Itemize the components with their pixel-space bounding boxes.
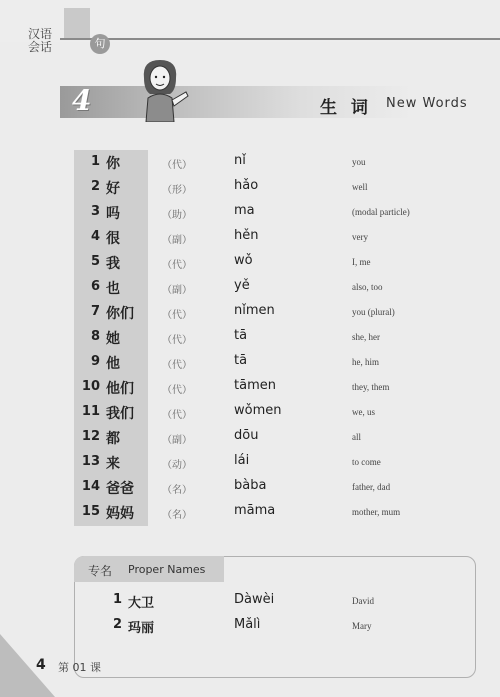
vocab-index: 5 <box>90 254 100 269</box>
vocab-pos: （动） <box>162 460 192 471</box>
vocab-english: father, dad <box>352 482 391 492</box>
vocab-english: (modal particle) <box>352 207 410 217</box>
vocab-row <box>0 425 500 449</box>
page-corner-decoration <box>0 634 55 697</box>
vocab-row <box>0 450 500 474</box>
vocab-index: 10 <box>81 379 100 394</box>
vocab-pinyin: dōu <box>234 428 259 443</box>
proper-name-english: David <box>352 596 374 606</box>
vocab-row <box>0 500 500 524</box>
vocab-pos: （代） <box>162 410 192 421</box>
vocab-pos: （名） <box>162 485 192 496</box>
vocab-index: 12 <box>81 429 100 444</box>
vocab-english: also, too <box>352 282 383 292</box>
vocab-pinyin: wǒ <box>234 253 253 268</box>
proper-name-pinyin: Dàwèi <box>234 592 275 607</box>
book-title-line1: 汉语 <box>28 27 53 41</box>
section-title-en: New Words <box>386 96 468 111</box>
vocab-hanzi: 我们 <box>106 406 134 422</box>
vocab-pos: （代） <box>162 360 192 371</box>
vocab-index: 2 <box>90 179 100 194</box>
vocab-pinyin: nǐmen <box>234 303 275 318</box>
vocab-pinyin: tāmen <box>234 378 276 393</box>
proper-name-row <box>0 589 500 613</box>
proper-names-title-zh: 专名 <box>88 564 113 578</box>
header-decoration <box>64 8 90 38</box>
vocab-row <box>0 375 500 399</box>
proper-name-hanzi: 大卫 <box>128 596 155 611</box>
vocab-pos: （代） <box>162 385 192 396</box>
vocab-row <box>0 350 500 374</box>
proper-name-index: 2 <box>112 617 122 632</box>
vocab-pinyin: nǐ <box>234 153 246 168</box>
vocab-pinyin: hǎo <box>234 178 259 193</box>
vocab-row <box>0 475 500 499</box>
vocab-pos: （名） <box>162 510 192 521</box>
vocab-pos: （助） <box>162 210 192 221</box>
vocab-hanzi: 他们 <box>106 381 134 397</box>
vocab-index: 1 <box>90 154 100 169</box>
book-title-line2: 会话 <box>28 40 53 54</box>
vocab-row <box>0 225 500 249</box>
vocab-row <box>0 300 500 324</box>
vocab-pinyin: tā <box>234 353 248 368</box>
vocab-pos: （代） <box>162 335 192 346</box>
section-number: 4 <box>72 84 92 117</box>
vocab-english: we, us <box>352 407 375 417</box>
vocab-row <box>0 275 500 299</box>
vocab-hanzi: 你们 <box>106 306 134 322</box>
vocab-hanzi: 很 <box>106 231 120 247</box>
vocab-hanzi: 他 <box>106 356 120 372</box>
vocab-english: you <box>352 157 366 167</box>
vocab-row <box>0 175 500 199</box>
vocab-hanzi: 也 <box>106 281 120 297</box>
vocab-english: she, her <box>352 332 380 342</box>
vocab-index: 8 <box>90 329 100 344</box>
proper-name-row <box>0 614 500 638</box>
vocab-pos: （副） <box>162 435 192 446</box>
vocab-hanzi: 爸爸 <box>106 481 134 497</box>
vocab-pinyin: tā <box>234 328 248 343</box>
vocab-row <box>0 200 500 224</box>
vocab-row <box>0 250 500 274</box>
vocab-pos: （副） <box>162 285 192 296</box>
vocab-english: they, them <box>352 382 390 392</box>
vocab-index: 7 <box>90 304 100 319</box>
vocab-hanzi: 都 <box>106 431 120 447</box>
vocab-english: very <box>352 232 368 242</box>
vocab-english: mother, mum <box>352 507 401 517</box>
proper-name-hanzi: 玛丽 <box>128 621 155 636</box>
vocab-pinyin: māma <box>234 503 276 518</box>
vocab-english: all <box>352 432 361 442</box>
vocab-pos: （代） <box>162 160 192 171</box>
vocab-english: well <box>352 182 368 192</box>
proper-name-english: Mary <box>352 621 372 631</box>
vocab-hanzi: 我 <box>106 256 120 272</box>
girl-illustration <box>130 56 190 122</box>
vocab-index: 14 <box>81 479 100 494</box>
book-title <box>28 28 52 54</box>
vocab-hanzi: 她 <box>106 331 120 347</box>
vocab-pinyin: bàba <box>234 478 267 493</box>
vocab-english: to come <box>352 457 381 467</box>
vocab-pos: （副） <box>162 235 192 246</box>
vocab-pinyin: ma <box>234 203 255 218</box>
vocab-hanzi: 妈妈 <box>106 506 134 522</box>
vocab-index: 4 <box>90 229 100 244</box>
vocab-index: 6 <box>90 279 100 294</box>
vocab-index: 15 <box>81 504 100 519</box>
vocab-pinyin: hěn <box>234 228 259 243</box>
vocab-index: 9 <box>90 354 100 369</box>
ju-badge: 句 <box>90 34 110 54</box>
vocab-hanzi: 吗 <box>106 206 120 222</box>
vocab-pinyin: yě <box>234 278 250 293</box>
vocab-pos: （代） <box>162 310 192 321</box>
vocab-hanzi: 来 <box>106 456 120 472</box>
vocab-pinyin: lái <box>234 453 250 468</box>
vocab-index: 13 <box>81 454 100 469</box>
page-number: 4 <box>36 657 46 673</box>
lesson-label: 第 01 课 <box>58 661 101 674</box>
vocab-english: you (plural) <box>352 307 395 317</box>
vocab-english: he, him <box>352 357 379 367</box>
vocab-row <box>0 400 500 424</box>
header-rule <box>60 38 500 40</box>
vocab-english: I, me <box>352 257 371 267</box>
proper-name-pinyin: Mǎlì <box>234 617 261 632</box>
proper-name-index: 1 <box>112 592 122 607</box>
vocab-index: 3 <box>90 204 100 219</box>
vocab-index: 11 <box>81 404 100 419</box>
vocab-row <box>0 150 500 174</box>
section-title-zh: 生 词 <box>320 98 372 118</box>
proper-names-title-en: Proper Names <box>128 563 206 576</box>
vocab-pos: （形） <box>162 185 192 196</box>
vocab-pos: （代） <box>162 260 192 271</box>
vocab-row <box>0 325 500 349</box>
vocab-hanzi: 你 <box>106 156 120 172</box>
vocab-pinyin: wǒmen <box>234 403 282 418</box>
vocab-hanzi: 好 <box>106 181 120 197</box>
